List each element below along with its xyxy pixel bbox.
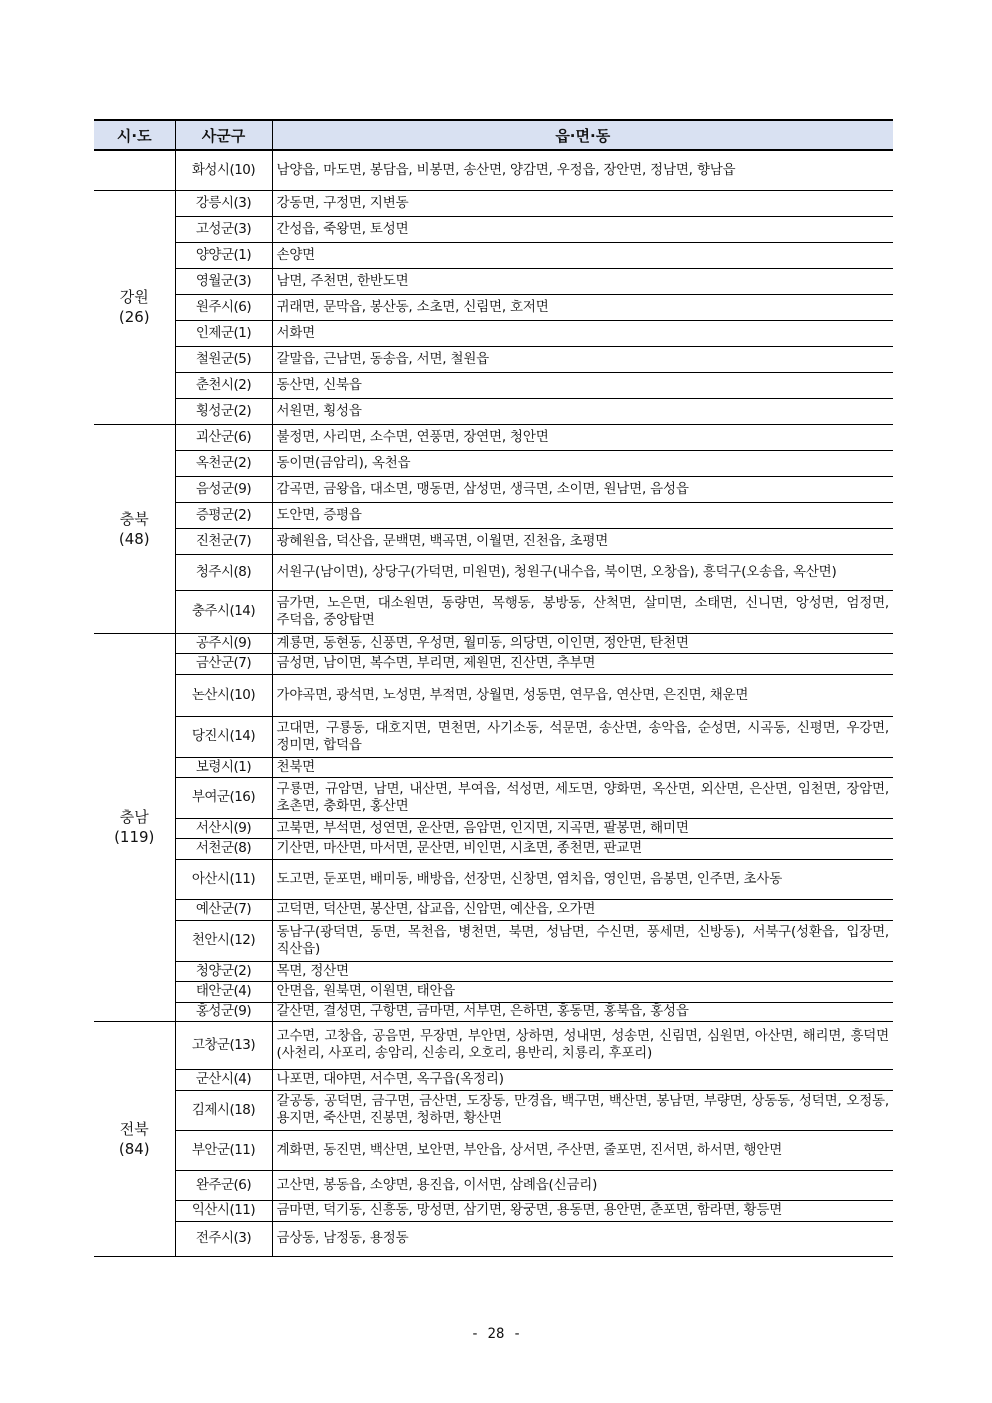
table-row	[94, 716, 893, 757]
eupmyeondong-cell: 금상동, 남정동, 용정동	[272, 1221, 893, 1256]
eupmyeondong-cell: 고북면, 부석면, 성연면, 운산면, 음암면, 인지면, 지곡면, 팔봉면, 해미면	[272, 818, 893, 838]
eupmyeondong-cell: 광혜원읍, 덕산읍, 문백면, 백곡면, 이월면, 진천읍, 초평면	[272, 528, 893, 554]
table-row	[94, 920, 893, 961]
table-row	[94, 1170, 893, 1200]
eupmyeondong-cell: 귀래면, 문막읍, 봉산동, 소초면, 신림면, 호저면	[272, 294, 893, 320]
sigungu-cell: 서산시(9)	[175, 818, 272, 838]
sigungu-cell: 양양군(1)	[175, 242, 272, 268]
sigungu-cell: 화성시(10)	[175, 150, 272, 190]
table-row	[94, 1221, 893, 1256]
table-row	[94, 372, 893, 398]
table-row	[94, 216, 893, 242]
sido-name: 강원	[119, 288, 149, 306]
sigungu-cell: 청주시(8)	[175, 554, 272, 590]
eupmyeondong-cell: 고덕면, 덕산면, 봉산면, 삽교읍, 신암면, 예산읍, 오가면	[272, 899, 893, 920]
table-row	[94, 838, 893, 859]
sigungu-cell: 홍성군(9)	[175, 1002, 272, 1021]
sigungu-cell: 강릉시(3)	[175, 190, 272, 216]
eupmyeondong-cell: 목면, 정산면	[272, 961, 893, 981]
eupmyeondong-cell: 계룡면, 동현동, 신풍면, 우성면, 월미동, 의당면, 이인면, 정안면, 탄천면	[272, 633, 893, 653]
sigungu-cell: 부안군(11)	[175, 1130, 272, 1170]
sigungu-cell: 전주시(3)	[175, 1221, 272, 1256]
eupmyeondong-cell: 동산면, 신북읍	[272, 372, 893, 398]
sigungu-cell: 청양군(2)	[175, 961, 272, 981]
table-row	[94, 1200, 893, 1221]
table-row	[94, 777, 893, 818]
eupmyeondong-cell: 서화면	[272, 320, 893, 346]
table-row	[94, 450, 893, 476]
sigungu-cell: 완주군(6)	[175, 1170, 272, 1200]
table-row	[94, 1130, 893, 1170]
sido-count: (84)	[118, 1139, 150, 1158]
sigungu-cell: 충주시(14)	[175, 590, 272, 633]
sido-cell	[94, 633, 175, 1021]
eupmyeondong-cell: 강동면, 구정면, 지변동	[272, 190, 893, 216]
sigungu-cell: 고성군(3)	[175, 216, 272, 242]
sigungu-cell: 김제시(18)	[175, 1090, 272, 1130]
table-row	[94, 1021, 893, 1069]
table-row	[94, 502, 893, 528]
table-row	[94, 242, 893, 268]
table-row	[94, 899, 893, 920]
table-row	[94, 1069, 893, 1090]
page-number: - 28 -	[470, 1326, 522, 1342]
table-row	[94, 653, 893, 674]
eupmyeondong-cell: 도고면, 둔포면, 배미동, 배방읍, 선장면, 신창면, 염치읍, 영인면, 음봉면, 인주면, 초사동	[272, 859, 893, 899]
sido-count: (48)	[118, 529, 150, 548]
table-row	[94, 476, 893, 502]
table-row	[94, 859, 893, 899]
table-row	[94, 674, 893, 716]
sigungu-cell: 예산군(7)	[175, 899, 272, 920]
sigungu-cell: 고창군(13)	[175, 1021, 272, 1069]
sigungu-cell: 음성군(9)	[175, 476, 272, 502]
table-row	[94, 961, 893, 981]
eupmyeondong-cell: 동이면(금암리), 옥천읍	[272, 450, 893, 476]
eupmyeondong-cell: 천북면	[272, 757, 893, 777]
sigungu-cell: 익산시(11)	[175, 1200, 272, 1221]
sigungu-cell: 부여군(16)	[175, 777, 272, 818]
sigungu-cell: 태안군(4)	[175, 981, 272, 1002]
eupmyeondong-cell: 서원면, 횡성읍	[272, 398, 893, 424]
eupmyeondong-cell: 고산면, 봉동읍, 소양면, 용진읍, 이서면, 삼례읍(신금리)	[272, 1170, 893, 1200]
sigungu-cell: 인제군(1)	[175, 320, 272, 346]
eupmyeondong-cell: 고수면, 고창읍, 공음면, 무장면, 부안면, 상하면, 성내면, 성송면, 신림면, 심원면, 아산면, 해리면, 흥덕면(사천리, 사포리, 송암리, 신송리, 오호리, 용반리, 치룡리, 후포리)	[272, 1021, 893, 1069]
sido-name: 전북	[119, 1119, 149, 1138]
table-row	[94, 818, 893, 838]
sido-cell	[94, 1021, 175, 1256]
eupmyeondong-cell: 갈공동, 공덕면, 금구면, 금산면, 도장동, 만경읍, 백구면, 백산면, 봉남면, 부량면, 상동동, 성덕면, 오정동, 용지면, 죽산면, 진봉면, 청하면, 황산면	[272, 1090, 893, 1130]
table-row	[94, 190, 893, 216]
sigungu-cell: 천안시(12)	[175, 920, 272, 961]
table-row	[94, 981, 893, 1002]
eupmyeondong-cell: 구룡면, 규암면, 남면, 내산면, 부여읍, 석성면, 세도면, 양화면, 옥산면, 외산면, 은산면, 임천면, 장암면, 초촌면, 충화면, 홍산면	[272, 777, 893, 818]
eupmyeondong-cell: 나포면, 대야면, 서수면, 옥구읍(옥정리)	[272, 1069, 893, 1090]
sido-cell	[94, 150, 175, 190]
sigungu-cell: 보령시(1)	[175, 757, 272, 777]
eupmyeondong-cell: 서원구(남이면), 상당구(가덕면, 미원면), 청원구(내수읍, 북이면, 오창읍), 흥덕구(오송읍, 옥산면)	[272, 554, 893, 590]
sigungu-cell: 논산시(10)	[175, 674, 272, 716]
sigungu-cell: 진천군(7)	[175, 528, 272, 554]
table-row	[94, 268, 893, 294]
eupmyeondong-cell: 남면, 주천면, 한반도면	[272, 268, 893, 294]
sigungu-cell: 횡성군(2)	[175, 398, 272, 424]
sigungu-cell: 서천군(8)	[175, 838, 272, 859]
eupmyeondong-cell: 기산면, 마산면, 마서면, 문산면, 비인면, 시초면, 종천면, 판교면	[272, 838, 893, 859]
sigungu-cell: 괴산군(6)	[175, 424, 272, 450]
table-row	[94, 294, 893, 320]
table-row	[94, 424, 893, 450]
eupmyeondong-cell: 금성면, 남이면, 복수면, 부리면, 제원면, 진산면, 추부면	[272, 653, 893, 674]
eupmyeondong-cell: 감곡면, 금왕읍, 대소면, 맹동면, 삼성면, 생극면, 소이면, 원남면, 음성읍	[272, 476, 893, 502]
table-row	[94, 528, 893, 554]
eupmyeondong-cell: 불정면, 사리면, 소수면, 연풍면, 장연면, 청안면	[272, 424, 893, 450]
sido-name: 충남	[119, 808, 149, 826]
header-eupmyeondong: 읍·면·동	[272, 120, 893, 150]
sigungu-cell: 춘천시(2)	[175, 372, 272, 398]
eupmyeondong-cell: 계화면, 동진면, 백산면, 보안면, 부안읍, 상서면, 주산면, 줄포면, 진서면, 하서면, 행안면	[272, 1130, 893, 1170]
sido-cell	[94, 424, 175, 633]
sigungu-cell: 증평군(2)	[175, 502, 272, 528]
sigungu-cell: 영월군(3)	[175, 268, 272, 294]
table-body	[94, 150, 893, 1256]
sigungu-cell: 철원군(5)	[175, 346, 272, 372]
eupmyeondong-cell: 금가면, 노은면, 대소원면, 동량면, 목행동, 봉방동, 산척면, 살미면, 소태면, 신니면, 앙성면, 엄정면, 주덕읍, 중앙탑면	[272, 590, 893, 633]
eupmyeondong-cell: 가야곡면, 광석면, 노성면, 부적면, 상월면, 성동면, 연무읍, 연산면, 은진면, 채운면	[272, 674, 893, 716]
eupmyeondong-cell: 남양읍, 마도면, 봉담읍, 비봉면, 송산면, 양감면, 우정읍, 장안면, 정남면, 향남읍	[272, 150, 893, 190]
table-row	[94, 590, 893, 633]
table-row	[94, 320, 893, 346]
eupmyeondong-cell: 갈말읍, 근남면, 동송읍, 서면, 철원읍	[272, 346, 893, 372]
eupmyeondong-cell: 동남구(광덕면, 동면, 목천읍, 병천면, 북면, 성남면, 수신면, 풍세면, 신방동), 서북구(성환읍, 입장면, 직산읍)	[272, 920, 893, 961]
sigungu-cell: 금산군(7)	[175, 653, 272, 674]
sigungu-cell: 원주시(6)	[175, 294, 272, 320]
sigungu-cell: 군산시(4)	[175, 1069, 272, 1090]
sido-count: (26)	[118, 308, 150, 326]
eupmyeondong-cell: 갈산면, 결성면, 구항면, 금마면, 서부면, 은하면, 홍동면, 홍북읍, 홍성읍	[272, 1002, 893, 1021]
table-row	[94, 398, 893, 424]
sigungu-cell: 아산시(11)	[175, 859, 272, 899]
eupmyeondong-cell: 고대면, 구룡동, 대호지면, 면천면, 사기소동, 석문면, 송산면, 송악읍, 순성면, 시곡동, 신평면, 우강면, 정미면, 합덕읍	[272, 716, 893, 757]
sido-name: 충북	[119, 509, 149, 528]
table-row	[94, 1002, 893, 1021]
sido-cell	[94, 190, 175, 424]
eupmyeondong-cell: 손양면	[272, 242, 893, 268]
eupmyeondong-cell: 간성읍, 죽왕면, 토성면	[272, 216, 893, 242]
sigungu-cell: 옥천군(2)	[175, 450, 272, 476]
table-header-row	[94, 120, 893, 150]
eupmyeondong-cell: 금마면, 덕기동, 신흥동, 망성면, 삼기면, 왕궁면, 용동면, 용안면, 춘포면, 함라면, 황등면	[272, 1200, 893, 1221]
table-row	[94, 346, 893, 372]
table-row	[94, 1090, 893, 1130]
eupmyeondong-cell: 안면읍, 원북면, 이원면, 태안읍	[272, 981, 893, 1002]
region-table	[94, 119, 893, 1257]
sigungu-cell: 당진시(14)	[175, 716, 272, 757]
table-row	[94, 554, 893, 590]
sido-count: (119)	[114, 828, 155, 846]
header-sido: 시·도	[94, 120, 175, 150]
header-sigungu: 사군구	[175, 120, 272, 150]
table-row	[94, 633, 893, 653]
table-row	[94, 150, 893, 190]
table-row	[94, 757, 893, 777]
eupmyeondong-cell: 도안면, 증평읍	[272, 502, 893, 528]
sigungu-cell: 공주시(9)	[175, 633, 272, 653]
